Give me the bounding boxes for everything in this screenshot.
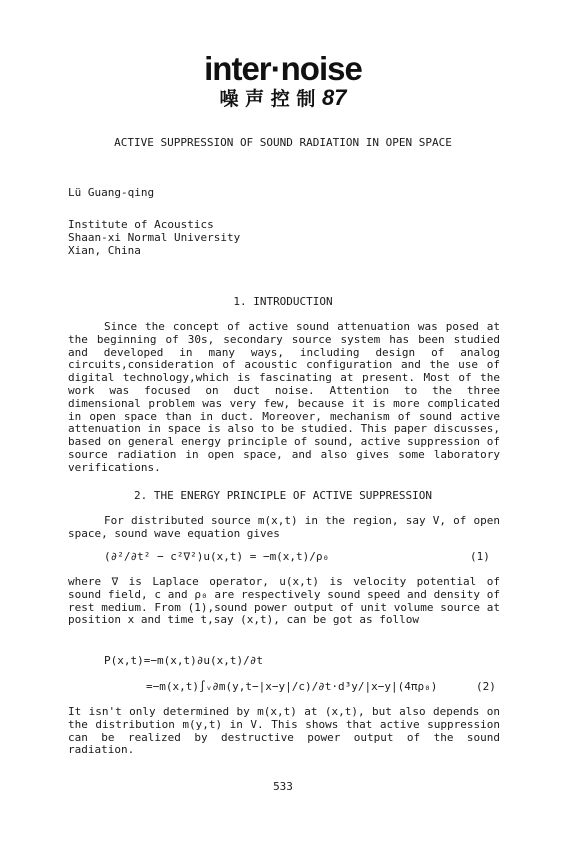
- affiliation-line-1: Institute of Acoustics: [68, 218, 214, 231]
- conference-year: 87: [322, 85, 347, 110]
- affiliation-line-3: Xian, China: [68, 244, 141, 257]
- equation-2b: =−m(x,t)∫ᵥ∂m(y,t−|x−y|/c)/∂t·d³y/|x−y|(4πρ₀): [146, 680, 438, 693]
- paragraph-after-eq1: where ∇ is Laplace operator, u(x,t) is velocity potential of sound field, c and ρ₀ are respectively sound speed and density of rest medium. From (1),sound power output of unit volume source at position x and time t,say (x,t), can be got as follow: [68, 575, 500, 627]
- conference-sublogo: [0, 84, 566, 111]
- paragraph-after-eq2: It isn't only determined by m(x,t) at (x,t), but also depends on the distribution m(y,t) in V. This shows that active suppression can be realized by destructive power output of the sound radiation.: [68, 705, 500, 757]
- author-name: Lü Guang-qing: [68, 186, 155, 199]
- conference-logo: inter·noise: [204, 50, 362, 87]
- energy-principle-paragraph: For distributed source m(x,t) in the region, say V, of open space, sound wave equation gives: [68, 514, 500, 540]
- affiliation-line-2: Shaan-xi Normal University: [68, 231, 241, 244]
- equation-2a: P(x,t)=−m(x,t)∂u(x,t)/∂t: [104, 654, 263, 667]
- equation-1-number: (1): [470, 550, 490, 563]
- paper-title: ACTIVE SUPPRESSION OF SOUND RADIATION IN OPEN SPACE: [114, 136, 452, 149]
- section-heading-introduction: 1. INTRODUCTION: [233, 295, 333, 308]
- equation-1: (∂²/∂t² − c²∇²)u(x,t) = −m(x,t)/ρ₀: [104, 550, 330, 563]
- introduction-paragraph: Since the concept of active sound attenuation was posed at the beginning of 30s, secondary source system has been studied and developed in many ways, including design of analog circuits,consideration of acoustic configuration and the use of digital technology,which is fascinating at present. Most of the work was focused on duct noise. Attention to the three dimensional problem was very few, because it is more complicated in open space than in duct. Moreover, mechanism of sound active attenuation in space is also to be studied. This paper discusses, based on general energy principle of sound, active suppression of source radiation in open space, and also gives some laboratory verifications.: [68, 320, 500, 474]
- chinese-title: 噪 声 控 制: [219, 88, 316, 110]
- section-heading-energy-principle: 2. THE ENERGY PRINCIPLE OF ACTIVE SUPPRESSION: [133, 489, 432, 502]
- equation-2-number: (2): [476, 680, 496, 693]
- page-number: 533: [273, 780, 293, 793]
